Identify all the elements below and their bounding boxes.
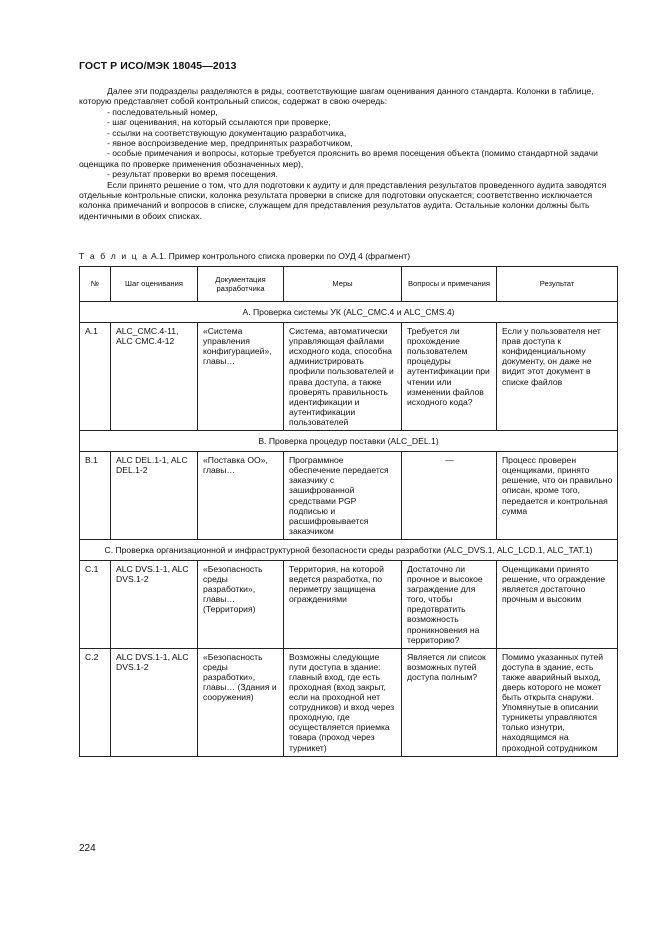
header-docs: Документация разработчика [198, 267, 284, 302]
intro-text [79, 86, 617, 221]
section-row [80, 302, 618, 323]
intro-list-item: - особые примечания и вопросы, которые требуется прояснить во время посещения объекта (помимо стандартной задачи оценщика по проверке применения обозначенных мер), [79, 148, 598, 169]
cell-questions: Является ли список возможных путей доступа полным? [402, 648, 497, 756]
table-row [80, 323, 618, 431]
intro-list-item: - последовательный номер, [107, 106, 218, 117]
header-questions: Вопросы и примечания [402, 267, 497, 302]
document-header: ГОСТ Р ИСО/МЭК 18045—2013 [79, 60, 237, 72]
cell-result: Если у пользователя нет прав доступа к конфиденциальному документу, он даже не видит этот документ в списке файлов [497, 323, 618, 431]
table-caption [79, 251, 410, 261]
cell-step: ALC DEL.1-1, ALC DEL.1-2 [111, 452, 198, 540]
table-caption-prefix: Т а б л и ц а [79, 251, 149, 261]
cell-num: B.1 [80, 452, 111, 540]
header-step: Шаг оценивания [111, 267, 198, 302]
table-header-row [80, 267, 618, 302]
intro-paragraph-2: Если принято решение о том, что для подготовки к аудиту и для представления результатов проведенного аудита заводятся отдельные контрольные списки, колонка результата проверки в списке для подготовки опускается; соответственно исключается колонка примечаний и вопросов в списке, служащем для представления результатов аудита. Остальные колонки должны быть идентичными в обоих списках. [79, 179, 607, 221]
cell-measures: Возможны следующие пути доступа в здание: главный вход, где есть проходная (вход закрыт, если на проходной нет сотрудников) и вход через проходную, где осуществляется приемка товара (проход через турникет) [284, 648, 402, 756]
checklist-table [79, 266, 618, 757]
intro-list-item: - результат проверки во время посещения. [107, 169, 278, 180]
section-c-title: C. Проверка организационной и инфраструктурной безопасности среды разработки (ALC_DVS.1, ALC_LCD.1, ALC_TAT.1) [80, 539, 618, 560]
cell-questions: — [402, 452, 497, 540]
cell-docs: «Безопасность среды разработки», главы… (Здания и сооружения) [198, 648, 284, 756]
intro-paragraph-1: Далее эти подразделы разделяются в ряды, соответствующие шагам оценивания данного стандарта. Колонки в таблице, которую представляет собой контрольный список, содержат в свою очередь: [79, 86, 594, 107]
cell-docs: «Система управления конфигурацией», главы… [198, 323, 284, 431]
table-row [80, 560, 618, 648]
table-caption-text: А.1. Пример контрольного списка проверки по ОУД 4 (фрагмент) [148, 251, 411, 261]
table-row [80, 452, 618, 540]
cell-result: Помимо указанных путей доступа в здание, есть также аварийный выход, дверь которого не может быть открыта снаружи. Упомянутые в описании турникеты управляются только изнутри, находящимся на проходной сотрудником [497, 648, 618, 756]
section-a-title: A. Проверка системы УК (ALC_CMC.4 и ALC_CMS.4) [80, 302, 618, 323]
cell-docs: «Поставка ОО», главы… [198, 452, 284, 540]
section-b-title: B. Проверка процедур поставки (ALC_DEL.1) [80, 431, 618, 452]
cell-measures: Территория, на которой ведется разработка, по периметру защищена ограждениями [284, 560, 402, 648]
table-row [80, 648, 618, 756]
cell-step: ALC_CMC.4-11, ALC CMC.4-12 [111, 323, 198, 431]
intro-list-item: - шаг оценивания, на который ссылаются при проверке, [107, 117, 331, 128]
cell-measures: Программное обеспечение передается заказчику с зашифрованной средствами PGP подписью и расшифровывается заказчиком [284, 452, 402, 540]
cell-result: Процесс проверен оценщиками, принято решение, что он правильно описан, кроме того, передается и контрольная сумма [497, 452, 618, 540]
cell-docs: «Безопасность среды разработки», главы… (Территория) [198, 560, 284, 648]
cell-step: ALC DVS.1-1, ALC DVS.1-2 [111, 560, 198, 648]
section-row [80, 431, 618, 452]
header-measures: Меры [284, 267, 402, 302]
cell-questions: Достаточно ли прочное и высокое заграждение для того, чтобы предотвратить возможность проникновения на территорию? [402, 560, 497, 648]
section-row [80, 539, 618, 560]
cell-questions: Требуется ли прохождение пользователем процедуры аутентификации при чтении или изменении файлов исходного кода? [402, 323, 497, 431]
cell-num: C.1 [80, 560, 111, 648]
header-num: № [80, 267, 111, 302]
intro-list-item: - явное воспроизведение мер, предпринятых разработчиком, [107, 138, 353, 149]
cell-measures: Система, автоматически управляющая файлами исходного кода, способна администрировать профили пользователей и права доступа, а также проверять правильность идентификации и аутентификации пользователей [284, 323, 402, 431]
cell-step: ALC DVS.1-1, ALC DVS.1-2 [111, 648, 198, 756]
intro-list-item: - ссылки на соответствующую документацию разработчика, [107, 127, 347, 138]
cell-result: Оценщиками принято решение, что ограждение является достаточно прочным и высоким [497, 560, 618, 648]
cell-num: A.1 [80, 323, 111, 431]
cell-num: C.2 [80, 648, 111, 756]
page-number: 224 [79, 843, 96, 854]
header-result: Результат [497, 267, 618, 302]
